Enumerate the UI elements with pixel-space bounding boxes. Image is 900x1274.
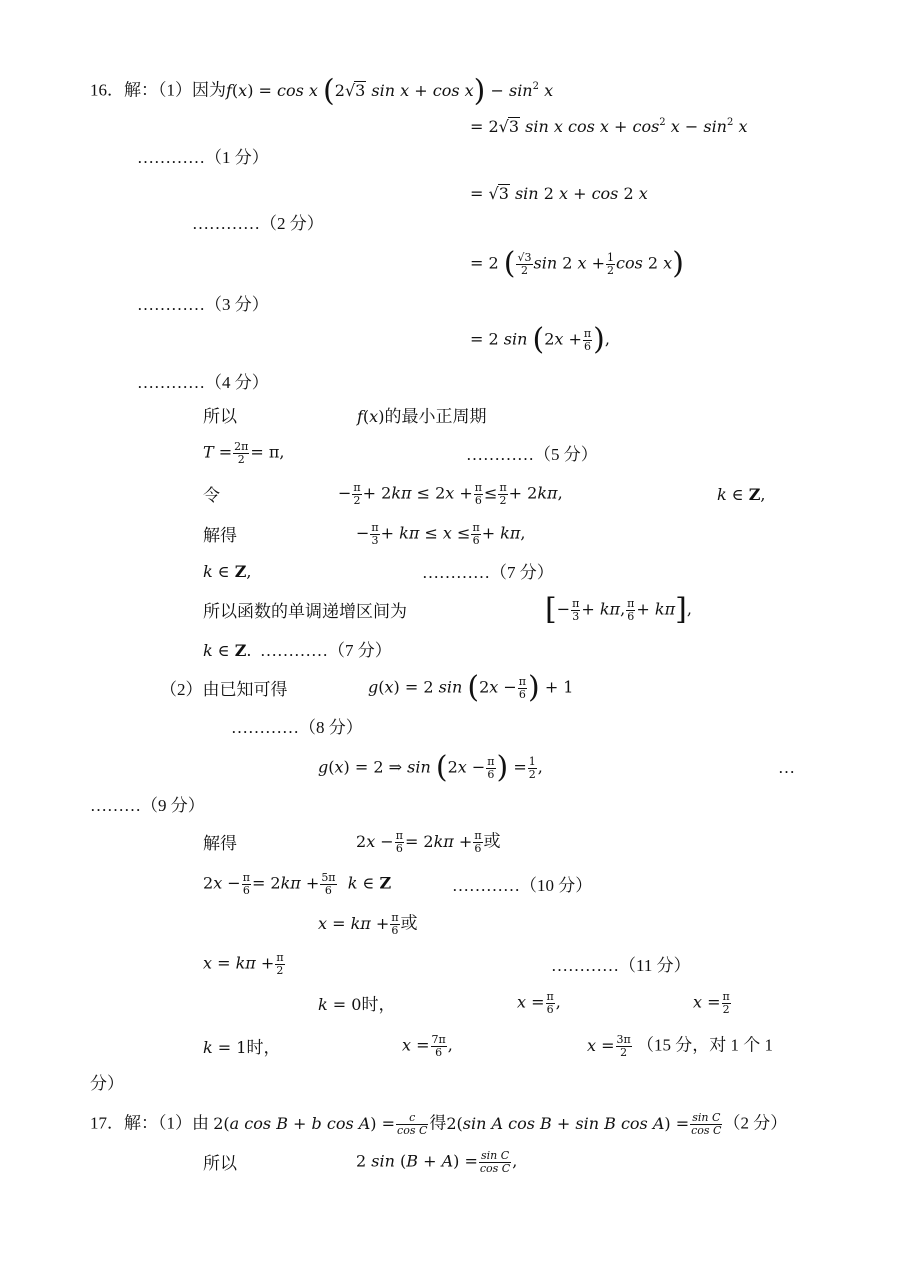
- score-row-8: [231, 719, 363, 736]
- dot-leader: ………: [90, 796, 141, 815]
- dot-leader: …………: [466, 445, 534, 464]
- score-row-3: [137, 296, 269, 313]
- inequality-formula: − $\frac{\pi}{2}$ + 2kπ ≤ 2x + $\frac{\pi}{6}$ ≤ $\frac{\pi}{2}$ + 2kπ,: [338, 481, 563, 507]
- score-row-10: [452, 877, 592, 894]
- score-9: （9 分）: [141, 796, 205, 815]
- x-case1-formula: x = kπ + $\frac{\pi}{6}$ 或: [318, 911, 418, 937]
- q17-step-formula: 2 sin (B + A) = $\frac{\text{sin C}}{\text{cos C}}$ ,: [356, 1149, 518, 1175]
- so-label-2: 所以: [203, 1154, 237, 1173]
- k-in-z-1: k ∈ Z,: [717, 485, 766, 504]
- score-row-1: [137, 149, 269, 166]
- score-8: （8 分）: [299, 718, 363, 737]
- case1-formula: 2x − $\frac{\pi}{6}$ = 2kπ + $\frac{\pi}{6}$ 或: [356, 829, 501, 855]
- case2-formula: 2x − $\frac{\pi}{6}$ = 2kπ + $\frac{5\pi}{6}$ k ∈ Z: [203, 871, 392, 897]
- formula-step-1: = 2√3 sin x $\cos x + \cos^2 x - \sin^2 x$: [470, 117, 748, 136]
- k1-x1: x = $\frac{7\pi}{6}$ ,: [402, 1033, 453, 1059]
- dot-leader: …………: [452, 876, 520, 895]
- formula-step-4: = 2 sin (2x + $\frac{\pi}{6}$ ),: [470, 322, 610, 358]
- formula-step-3: = 2 ( $\frac{√3}{2}$ sin 2 x + $\frac{1}{2}$ cos 2 x): [470, 246, 684, 282]
- min-period-line: f(x)的最小正周期: [357, 407, 487, 426]
- min-period-label: 的最小正周期: [384, 407, 487, 426]
- score-row-9: [90, 797, 205, 814]
- k0-x2: x = $\frac{\pi}{2}$: [693, 990, 730, 1016]
- formula-f-def: f(x) = cos x (2√3 $\sin x + \cos x) - \sin^2 x$: [226, 73, 554, 108]
- period-formula: T = $\frac{2\pi}{2}$ = π,: [203, 440, 285, 466]
- score-7a: （7 分）: [490, 563, 554, 582]
- solution-interval: − $\frac{\pi}{3}$ + kπ ≤ x ≤ $\frac{\pi}{6}$ + kπ,: [356, 521, 526, 547]
- q16-label: 16．解：（1）因为: [90, 80, 226, 100]
- solve-label-2: 解得: [203, 834, 237, 853]
- score-row-4: [137, 374, 269, 391]
- dot-leader: …………: [231, 718, 299, 737]
- dot-leader: …………: [551, 956, 619, 975]
- let-label: 令: [203, 486, 220, 505]
- score-5: （5 分）: [534, 445, 598, 464]
- score-7b: （7 分）: [328, 641, 392, 660]
- so-label-1: 所以: [203, 407, 237, 426]
- score-row-2: [192, 215, 324, 232]
- when-label-2: 时，: [246, 1038, 281, 1057]
- dot-leader: …………: [260, 641, 328, 660]
- score-15-note: （15 分，对 1 个 1: [637, 1035, 773, 1055]
- dot-leader-short: …: [778, 758, 795, 777]
- k-in-z-3-row: k ∈ Z. …………（7 分）: [203, 641, 392, 660]
- dot-leader: …………: [137, 148, 205, 167]
- or-label-2: 或: [400, 913, 418, 933]
- k0-x1: x = $\frac{\pi}{6}$ ,: [517, 990, 561, 1016]
- score-row-7a: [422, 564, 554, 581]
- k0-line: k = 0时，: [318, 995, 396, 1014]
- dot-leader: …………: [137, 373, 205, 392]
- g-equals-2-formula: g(x) = 2 ⇒ sin (2x − $\frac{\pi}{6}$ ) = $\frac{1}{2}$ ,: [318, 750, 543, 786]
- score-row-5: [466, 446, 598, 463]
- part2-label: （2）由已知可得: [160, 680, 288, 699]
- score-row-11: [551, 957, 691, 974]
- dot-leader: …………: [422, 563, 490, 582]
- score-1: （1 分）: [205, 148, 269, 167]
- score-4: （4 分）: [205, 373, 269, 392]
- score-15-tail: 分）: [90, 1074, 124, 1093]
- or-label-1: 或: [483, 831, 501, 851]
- score-2b: （2 分）: [723, 1113, 788, 1133]
- k-in-z-2: k ∈ Z,: [203, 562, 252, 581]
- k1-x2-row: x = $\frac{3\pi}{2}$ （15 分，对 1 个 1: [587, 1033, 773, 1059]
- mono-inc-label: 所以函数的单调递增区间为: [203, 602, 407, 621]
- q16-line-1: [90, 73, 554, 108]
- g-def-formula: g(x) = 2 sin (2x − $\frac{\pi}{6}$ ) + 1: [368, 670, 574, 706]
- q17-line-1: 17．解：（1）由 2(a cos B + b cos A) = $\frac{c}{\text{cos C}}$ 得2(sin A cos B + sin B cos A) = $\frac{\text{sin C}}{\text{cos C}}$ （2 分）: [90, 1111, 788, 1137]
- de-label: 得: [429, 1113, 447, 1133]
- score-10: （10 分）: [520, 876, 593, 895]
- score-3: （3 分）: [205, 295, 269, 314]
- when-label-1: 时，: [361, 995, 396, 1014]
- solve-label-1: 解得: [203, 526, 237, 545]
- dot-leader: …………: [137, 295, 205, 314]
- x-case2-formula: x = kπ + $\frac{\pi}{2}$: [203, 951, 284, 977]
- k1-line: k = 1时，: [203, 1038, 281, 1057]
- formula-step-2: = √3 sin 2 x + cos 2 x: [470, 184, 648, 203]
- q17-label: 17．解：（1）由: [90, 1113, 209, 1133]
- mono-inc-interval: [− $\frac{\pi}{3}$ + kπ, $\frac{\pi}{6}$ + kπ],: [545, 592, 692, 628]
- score-2: （2 分）: [260, 214, 324, 233]
- score-11: （11 分）: [619, 956, 691, 975]
- dot-leader: …………: [192, 214, 260, 233]
